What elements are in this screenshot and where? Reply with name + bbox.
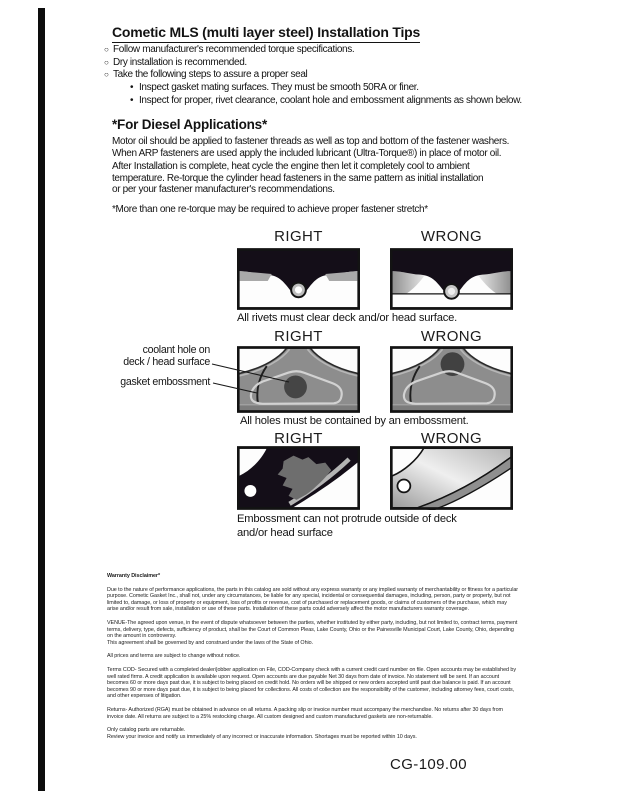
rivet-wrong-diagram	[390, 248, 513, 310]
list-item	[104, 69, 584, 82]
page-edge-rule	[38, 8, 45, 791]
legal-paragraph: Due to the nature of performance applications, the parts in this catalog are sold without any express warranty or any implied warranty of merchantability or fitness for a particular purpose. Cometic Gasket Inc., shall not, under any circumstances, be liable for any special, incidental or consequential damages, including, person, party or property, but not limited to, damage, or loss of property or equipment, loss of profits or revenue, cost of purchased or replacement goods, or claims of customers of the purchase, which may arise and/or result from sale, installation or use of these parts. Installation of these parts could adversely affect the motor manufacturers warranty coverage.	[107, 586, 519, 613]
list-item	[104, 95, 584, 108]
page-code: CG-109.00	[390, 756, 467, 773]
text-line: Motor oil should be applied to fastener threads as well as top and bottom of the fastener washers.	[112, 136, 510, 147]
protrude-caption	[237, 513, 457, 540]
diesel-paragraph-2	[112, 161, 483, 196]
wrong-label: WRONG	[420, 430, 483, 447]
circle-bullet-icon: ○	[104, 70, 109, 80]
list-item	[104, 82, 584, 95]
text-line: or per your fastener manufacturer's recommendations.	[112, 184, 335, 196]
diesel-paragraph-1	[112, 136, 509, 159]
diesel-section-heading: *For Diesel Applications*	[112, 117, 268, 132]
legal-paragraph: Only catalog parts are returnable.	[107, 727, 186, 734]
circle-bullet-icon: ○	[104, 57, 109, 67]
circle-bullet-icon: ○	[104, 45, 109, 54]
holes-wrong-diagram	[390, 346, 513, 413]
caption-line: Embossment can not protrude outside of deck	[237, 513, 457, 525]
caption-line: and/or head surface	[237, 526, 333, 539]
protrude-wrong-diagram	[390, 446, 513, 510]
warranty-heading: Warranty Disclaimer*	[107, 573, 161, 579]
text-line: When ARP fasteners are used apply the included lubricant (Ultra-Torque®) in place of motor oil.	[112, 147, 502, 159]
holes-caption: All holes must be contained by an embossment.	[240, 415, 469, 427]
annotation-text: gasket embossment	[120, 376, 210, 388]
annotation-text: coolant hole on	[142, 344, 210, 356]
dot-bullet-icon: •	[130, 82, 134, 94]
legal-paragraph: Returns- Authorized (RGA) must be obtained in advance on all returns. A packing slip or invoice number must accompany the merchandise. No returns after 30 days from invoice date. All returns are subject to a 25% restocking charge. All custom designed and custom manufactured gaskets are non-returnable.	[107, 706, 503, 720]
holes-wrong-illustration	[390, 346, 513, 413]
gasket-embossment-annotation	[90, 377, 210, 389]
legal-paragraph: VENUE-The agreed upon venue, in the event of dispute whatsoever between the parties, whether instituted by either party, including, but not limited to, contract terms, payment terms, delivery, type, defects, sufficiency of product, shall be the Court of Common Pleas, Lake County, Ohio or the Painesville Municipal Court, Lake County, Ohio, depending on the amount in controversy.	[107, 619, 518, 640]
wrong-label: WRONG	[420, 328, 483, 345]
text-line: After Installation is complete, heat cycle the engine then let it completely cool to ambient	[112, 161, 470, 172]
text-line: temperature. Re-torque the cylinder head fasteners in the same pattern as initial installation	[112, 172, 484, 184]
page-title: Cometic MLS (multi layer steel) Installation Tips	[112, 24, 420, 43]
rivet-wrong-illustration	[390, 248, 513, 310]
wrong-label: WRONG	[420, 228, 483, 245]
annotation-leader-lines	[209, 356, 299, 401]
tip-text: Dry installation is recommended.	[113, 56, 247, 68]
protrude-right-diagram	[237, 446, 360, 510]
legal-paragraph: All prices and terms are subject to change without notice.	[107, 653, 241, 660]
rivet-caption: All rivets must clear deck and/or head surface.	[237, 312, 458, 324]
right-label: RIGHT	[274, 328, 323, 345]
list-item	[104, 57, 584, 70]
rivet-right-illustration	[237, 248, 360, 310]
tip-text: Follow manufacturer's recommended torque specifications.	[113, 44, 355, 55]
right-label: RIGHT	[274, 430, 323, 447]
right-label: RIGHT	[274, 228, 323, 245]
warranty-disclaimer-section	[107, 573, 519, 740]
retorque-note: *More than one re-torque may be required to achieve proper fastener stretch*	[112, 204, 428, 215]
annotation-text: deck / head surface	[123, 355, 210, 368]
tip-text: Inspect for proper, rivet clearance, coolant hole and embossment alignments as shown below.	[139, 94, 522, 106]
tip-text: Take the following steps to assure a proper seal	[113, 69, 308, 81]
tip-text: Inspect gasket mating surfaces. They must be smooth 50RA or finer.	[139, 82, 419, 94]
protrude-wrong-illustration	[390, 446, 513, 510]
protrude-right-illustration	[237, 446, 360, 510]
list-item	[104, 44, 584, 57]
legal-paragraph: This agreement shall be governed by and construed under the laws of the State of Ohio.	[107, 639, 314, 646]
dot-bullet-icon: •	[130, 94, 134, 106]
rivet-right-diagram	[237, 248, 360, 310]
installation-tips-list	[104, 44, 584, 108]
legal-paragraph: Terms COD- Secured with a completed dealer/jobber application on File, COD-Company check with a current credit card number on file. Open accounts may be established by well rated firms. A credit application is available upon request. Open accounts are due payable Net 30 days from date of invoice. No statement will be sent. If an account becomes 60 or more days past due, it is subject to being placed on credit hold. No orders will be shipped or new orders accepted until past due balance is paid. If an account becomes 90 or more days past due, it is subject to being placed for collections. All costs of collection are the responsibility of the customer, including attorney fees, court costs, and other expenses of litigation.	[107, 666, 517, 700]
legal-paragraph: Review your invoice and notify us immediately of any incorrect or inaccurate information. Shortages must be reported within 10 days.	[107, 733, 417, 740]
coolant-hole-annotation	[90, 345, 210, 368]
